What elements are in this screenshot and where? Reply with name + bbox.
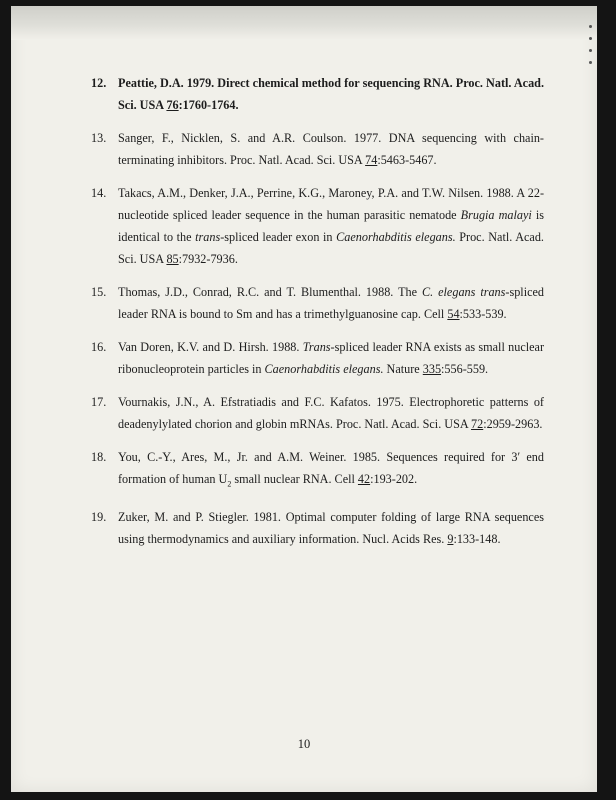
reference-entry <box>11 127 544 171</box>
reference-entry <box>11 506 544 550</box>
reference-entry <box>11 336 544 380</box>
document-page <box>11 6 597 792</box>
reference-text: Sanger, F., Nicklen, S. and A.R. Coulson. 1977. DNA sequencing with chain-terminating inhibitors. Proc. Natl. Acad. Sci. USA 74:5463-5467. <box>118 131 544 167</box>
reference-entry <box>11 72 544 116</box>
scan-top-band <box>11 6 597 40</box>
reference-text: Takacs, A.M., Denker, J.A., Perrine, K.G., Maroney, P.A. and T.W. Nilsen. 1988. A 22-nucleotide spliced leader sequence in the human parasitic nematode Brugia malayi is identical to the trans-spliced leader exon in Caenorhabditis elegans. Proc. Natl. Acad. Sci. USA 85:7932-7936. <box>118 186 544 266</box>
reference-number: 15. <box>91 285 107 299</box>
reference-list <box>11 72 597 561</box>
reference-text: Thomas, J.D., Conrad, R.C. and T. Blumenthal. 1988. The C. elegans trans-spliced leader RNA is bound to Sm and has a trimethylguanosine cap. Cell 54:533-539. <box>118 285 544 321</box>
reference-number: 18. <box>91 450 107 464</box>
reference-number: 19. <box>91 510 107 525</box>
reference-text: Peattie, D.A. 1979. Direct chemical method for sequencing RNA. Proc. Natl. Acad. Sci. USA 76:1760-1764. <box>118 76 544 112</box>
reference-number: 12. <box>91 76 107 90</box>
reference-text: Vournakis, J.N., A. Efstratiadis and F.C. Kafatos. 1975. Electrophoretic patterns of deadenylylated chorion and globin mRNAs. Proc. Natl. Acad. Sci. USA 72:2959-2963. <box>118 395 544 431</box>
reference-number: 13. <box>91 131 107 145</box>
reference-number: 16. <box>91 340 107 354</box>
reference-text: Zuker, M. and P. Stiegler. 1981. Optimal computer folding of large RNA sequences using thermodynamics and auxiliary information. Nucl. Acids Res. 9:133-148. <box>118 510 544 547</box>
reference-text: You, C.-Y., Ares, M., Jr. and A.M. Weiner. 1985. Sequences required for 3′ end formation of human $U_2$ small nuclear RNA. Cell 42:193-202. <box>118 450 544 489</box>
reference-number: 17. <box>91 395 107 409</box>
reference-entry <box>11 446 544 495</box>
reference-entry <box>11 391 544 435</box>
reference-number: 14. <box>91 186 107 200</box>
reference-text: Van Doren, K.V. and D. Hirsh. 1988. Trans-spliced leader RNA exists as small nuclear ribonucleoprotein particles in Caenorhabditis elegans. Nature 335:556-559. <box>118 340 544 376</box>
reference-entry <box>11 182 544 270</box>
page-number: 10 <box>297 737 311 751</box>
reference-entry <box>11 281 544 325</box>
